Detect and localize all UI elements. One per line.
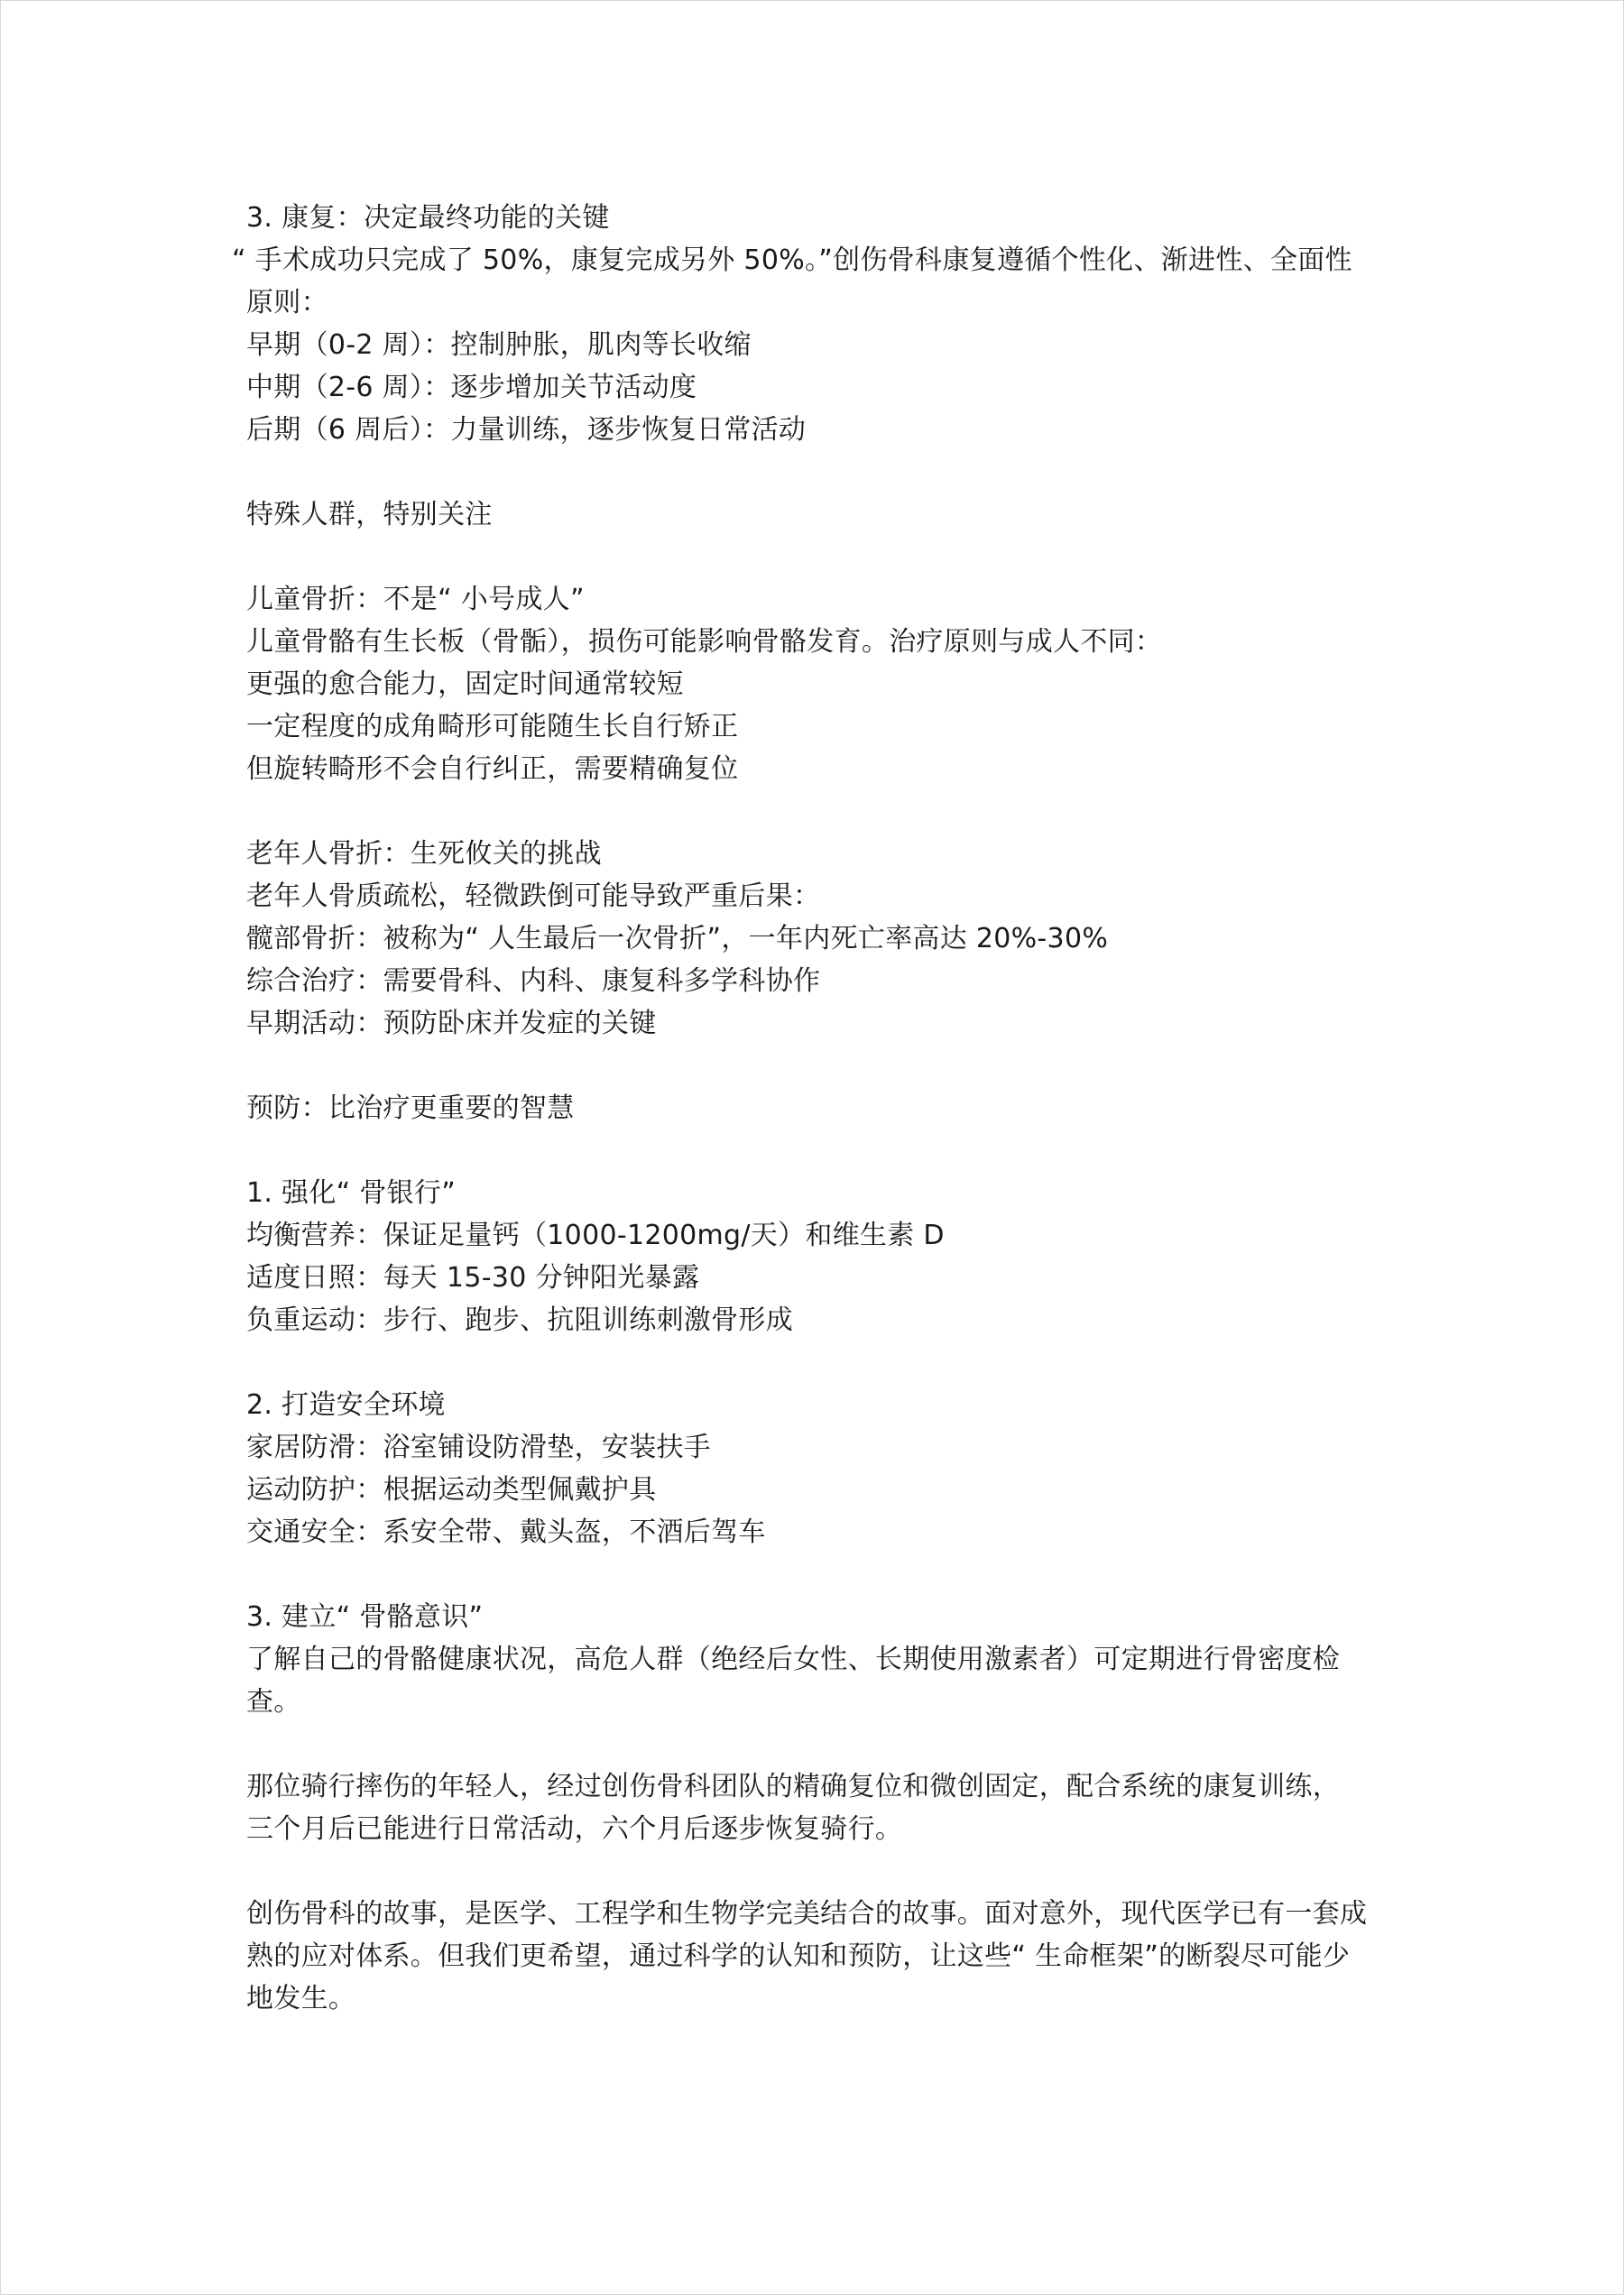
text-line: 查。 (246, 1686, 301, 1718)
text-line: 地发生。 (246, 1983, 356, 2014)
text-line: 负重运动：步行、跑步、抗阻训练刺激骨形成 (246, 1304, 793, 1336)
blank-line (246, 1341, 1390, 1384)
text-line: 早期活动：预防卧床并发症的关键 (246, 1008, 657, 1039)
text-line: 均衡营养：保证足量钙（1000-1200mg/天）和维生素 D (246, 1220, 945, 1251)
text-line: 早期（0-2 周）：控制肿胀，肌肉等长收缩 (246, 329, 752, 361)
text-line: 老年人骨质疏松，轻微跌倒可能导致严重后果： (246, 880, 821, 912)
text-line: 综合治疗：需要骨科、内科、康复科多学科协作 (246, 965, 821, 997)
text-line: 后期（6 周后）：力量训练，逐步恢复日常活动 (246, 414, 807, 446)
text-line: 儿童骨骼有生长板（骨骺），损伤可能影响骨骼发育。治疗原则与成人不同： (246, 626, 1163, 658)
text-line: 交通安全：系安全带、戴头盔，不酒后驾车 (246, 1516, 766, 1548)
text-line: 儿童骨折：不是“ 小号成人” (246, 584, 585, 615)
text-line: 家居防滑：浴室铺设防滑垫，安装扶手 (246, 1432, 712, 1463)
text-line: 老年人骨折：生死攸关的挑战 (246, 838, 602, 870)
text-line: 预防：比治疗更重要的智慧 (246, 1092, 575, 1124)
text-line: 适度日照：每天 15-30 分钟阳光暴露 (246, 1262, 700, 1294)
text-line: 但旋转畸形不会自行纠正，需要精确复位 (246, 753, 739, 785)
blank-line (246, 1850, 1390, 1893)
text-line: 髋部骨折：被称为“ 人生最后一次骨折”，一年内死亡率高达 20%-30% (246, 923, 1109, 954)
text-line: 一定程度的成角畸形可能随生长自行矫正 (246, 711, 739, 742)
text-line: 3. 康复：决定最终功能的关键 (246, 202, 610, 234)
text-line: 中期（2-6 周）：逐步增加关节活动度 (246, 372, 697, 403)
blank-line (246, 1129, 1390, 1172)
text-line: 熟的应对体系。但我们更希望，通过科学的认知和预防，让这些“ 生命框架”的断裂尽可能少 (246, 1940, 1351, 1972)
text-line: 1. 强化“ 骨银行” (246, 1177, 457, 1209)
text-line: 了解自己的骨骼健康状况，高危人群（绝经后女性、长期使用激素者）可定期进行骨密度检 (246, 1644, 1340, 1675)
blank-line (246, 451, 1390, 493)
text-line: 三个月后已能进行日常活动，六个月后逐步恢复骑行。 (246, 1813, 903, 1845)
text-line: 3. 建立“ 骨骼意识” (246, 1601, 484, 1633)
blank-line (246, 1045, 1390, 1087)
text-line: “ 手术成功只完成了 50%，康复完成另外 50%。”创伤骨科康复遵循个性化、渐进性、全面性 (232, 244, 1352, 276)
document-body (232, 197, 1390, 2020)
text-line: 更强的愈合能力，固定时间通常较短 (246, 668, 684, 700)
text-line: 原则： (246, 287, 328, 318)
text-line: 运动防护：根据运动类型佩戴护具 (246, 1474, 657, 1506)
blank-line (246, 536, 1390, 578)
blank-line (246, 790, 1390, 833)
text-line: 2. 打造安全环境 (246, 1389, 446, 1421)
blank-line (246, 1553, 1390, 1596)
text-line: 创伤骨科的故事，是医学、工程学和生物学完美结合的故事。面对意外，现代医学已有一套成 (246, 1898, 1368, 1930)
text-line: 特殊人群，特别关注 (246, 499, 493, 530)
text-line: 那位骑行摔伤的年轻人，经过创伤骨科团队的精确复位和微创固定，配合系统的康复训练， (246, 1771, 1340, 1802)
blank-line (246, 1723, 1390, 1765)
